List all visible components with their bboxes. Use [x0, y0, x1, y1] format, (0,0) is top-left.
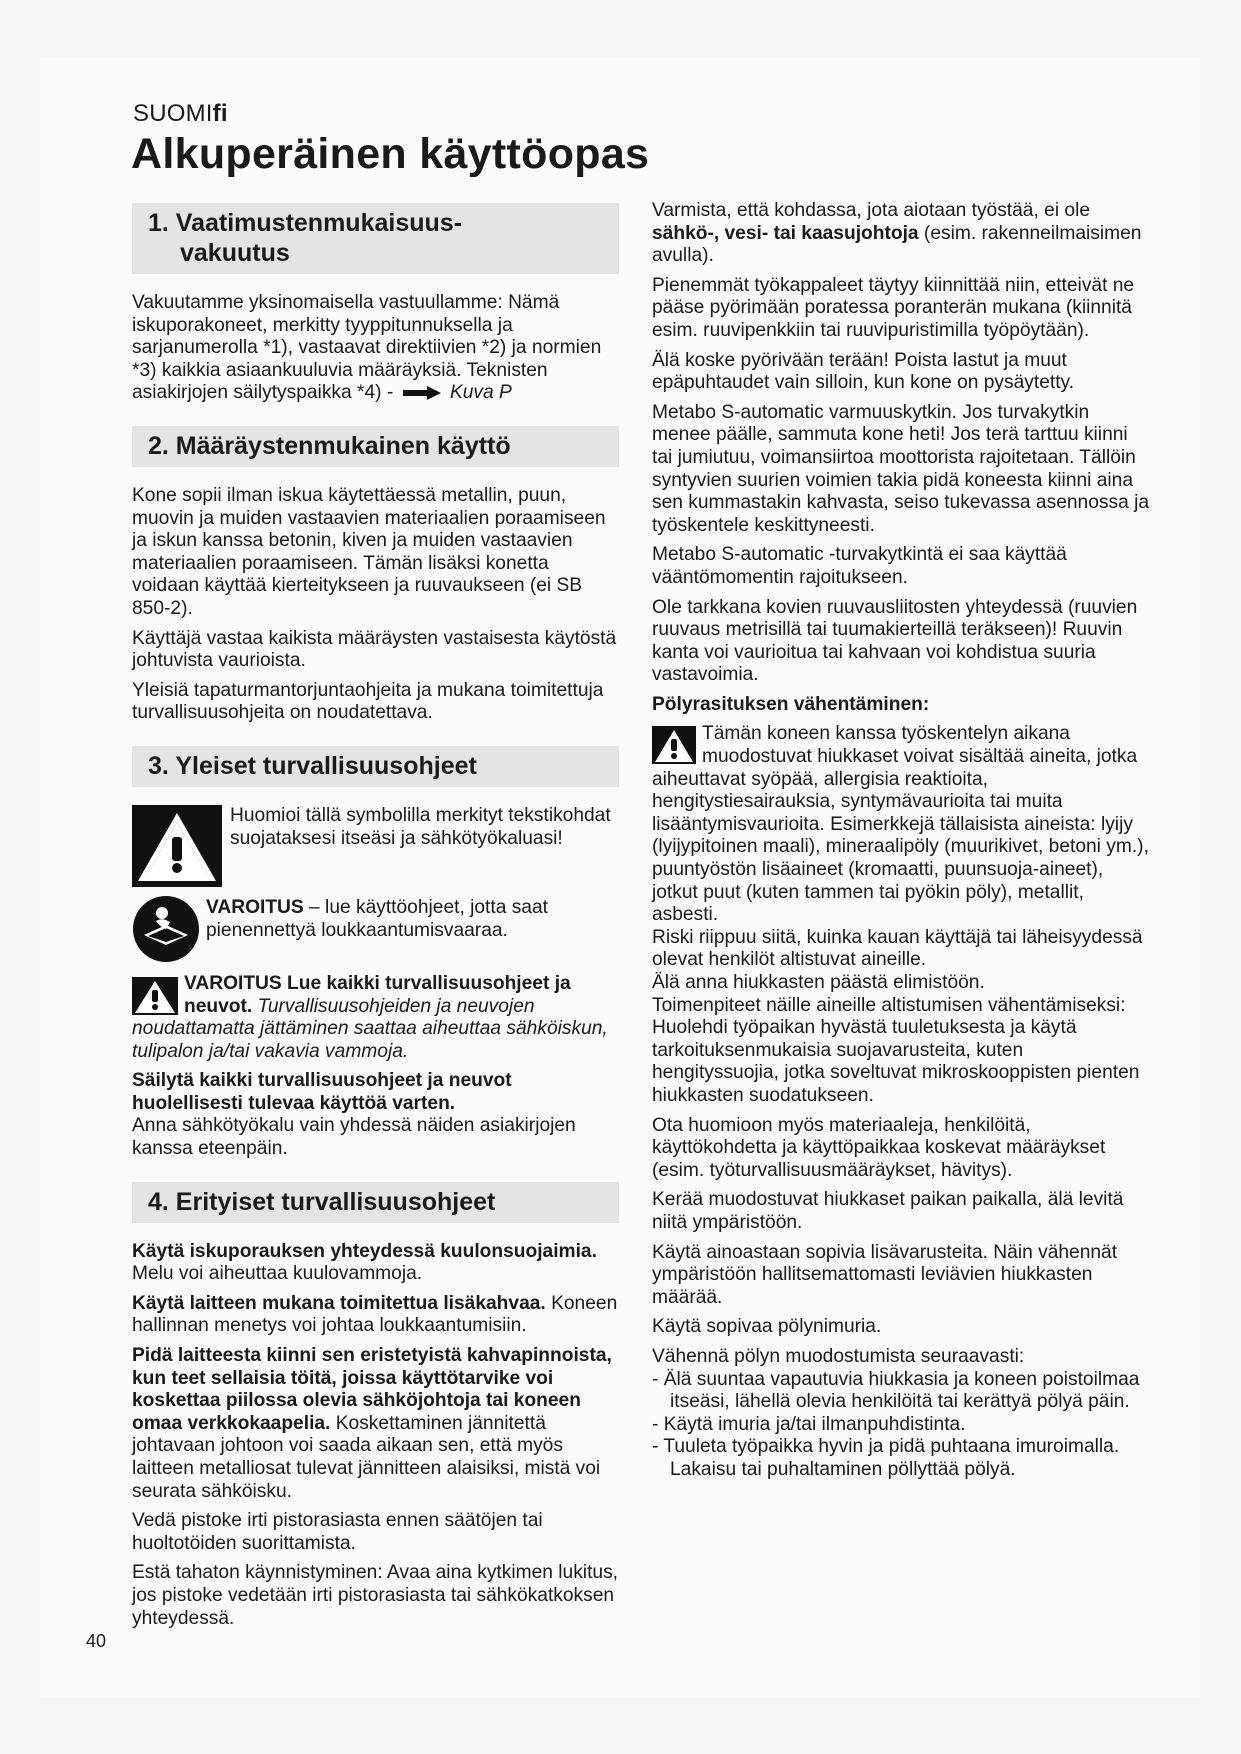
language-name: SUOMI [133, 100, 213, 127]
section-3-heading: 3. Yleiset turvallisuusohjeet [132, 746, 619, 787]
dust-body-text: Älä anna hiukkasten päästä elimistöön. [652, 972, 985, 993]
list-item: - Käytä imuria ja/tai ilmanpuhdistinta. [652, 1413, 966, 1435]
declaration-paragraph [132, 292, 619, 405]
hidden-lines-bold: sähkö-, vesi- tai kaasujohtoja [652, 222, 919, 244]
list-item: - Tuuleta työpaikka hyvin ja pidä puhtaana imuroimalla. Lakaisu tai puhaltaminen pöllyttää pölyä. [652, 1436, 1120, 1480]
read-manual-note [132, 897, 619, 963]
reduce-dust-list [652, 1369, 1152, 1482]
language-code: fi [212, 100, 228, 127]
general-warning-italic: Turvallisuusohjeiden ja neuvojen noudattamatta jättäminen saattaa aiheuttaa sähköiskun, tulipalon ja/tai vakavia vammoja. [132, 995, 608, 1062]
unplug-paragraph: Vedä pistoke irti pistorasiasta ennen säätöjen tai huoltotöiden suorittamista. [132, 1510, 543, 1554]
read-manual-icon [132, 895, 200, 963]
reduce-dust-paragraph: Vähennä pölyn muodostumista seuraavasti: [652, 1345, 1025, 1367]
dust-risk-text: Riski riippuu siitä, kuinka kauan käyttäjä tai läheisyydessä olevat henkilöt altistuvat aineille. [652, 926, 1143, 971]
document-title: Alkuperäinen käyttöopas [131, 130, 650, 178]
keep-instructions-bold: Säilytä kaikki turvallisuusohjeet ja neuvot huolellisesti tulevaa käyttöä varten. [132, 1070, 512, 1114]
liability-paragraph: Käyttäjä vastaa kaikista määräysten vastaisesta käytöstä johtuvista vaurioista. [132, 627, 617, 672]
dust-measures-text: Toimenpiteet näille aineille altistumisen vähentämiseksi: Huolehdi työpaikan hyvästä tuuletuksesta ja käytä tarkoituksenmukaisia suojavarusteita, kuten hengityssuojia, jotka soveltuvat mikroskooppisten pienten hiukkasten suodatukseen. [652, 994, 1140, 1106]
vacuum-paragraph: Käytä sopivaa pölynimuria. [652, 1316, 882, 1338]
page-number: 40 [86, 1631, 107, 1651]
figure-reference: Kuva P [449, 382, 512, 404]
aux-handle-bold: Käytä laitteen mukana toimitettua lisäkahvaa. [132, 1292, 546, 1314]
list-item: - Älä suuntaa vapautuvia hiukkasia ja koneen poistoilmaa itseäsi, lähellä olevia henkilöitä tai kerättyä pölyä päin. [652, 1368, 1140, 1413]
warning-label: VAROITUS [206, 896, 304, 918]
dust-hazard-text: Tämän koneen kanssa työskentelyn aikana muodostuvat hiukkaset voivat sisältää aineita, jotka aiheuttavat syöpää, allergisia reaktioita, hengitystiesairauksia, syntymävaurioita tai muita lisääntymisvaurioita. Esimerkkejä tällaisista aineista: lyijy (lyijypitoinen maali), mineraalipöly (muurikivet, betoni ym.), puuntyöstön lisäaineet (kromaatti, puunsuoja-aineet), jotkut puut (kuten tammen tai pyökin pöly), metallit, asbesti. [652, 723, 1149, 926]
hard-screw-paragraph: Ole tarkkana kovien ruuvausliitosten yhteydessä (ruuvien ruuvaus metrisillä tai tuumakierteillä teräkseen)! Ruuvin kanta voi vaurioitua tai kahvaan voi kohdistua suuria vastavoimia. [652, 596, 1138, 686]
section-1-heading [132, 203, 619, 274]
warning-triangle-small-icon [132, 977, 178, 1015]
insulated-grip-paragraph [132, 1345, 619, 1503]
section-1-heading-line1: 1. Vaatimustenmukaisuus- [148, 209, 463, 237]
section-2-heading: 2. Määräystenmukainen käyttö [132, 426, 619, 467]
language-label [133, 100, 228, 128]
insulated-grip-text: Koskettaminen jännitettä johtavaan johtoon voi saada aikaan sen, että myös laitteen metalliosat tulevat jännitteen alaisiksi, mistä voi seurata sähköisku. [132, 1412, 601, 1502]
rotating-bit-paragraph: Älä koske pyörivään terään! Poista lastut ja muut epäpuhtaudet vain silloin, kun kone on pysäytetty. [652, 349, 1075, 394]
s-automatic-torque-paragraph: Metabo S-automatic -turvakytkintä ei saa käyttää vääntömomentin rajoitukseen. [652, 544, 1067, 588]
insulated-grip-bold: Pidä laitteesta kiinni sen eristetyistä kahvapinnoista, kun teet sellaisia töitä, joissa käyttötarvike voi koskettaa piilossa olevia sähköjohtoja tai koneen omaa verkkokaapelia. [132, 1345, 612, 1434]
symbol-note [132, 805, 619, 887]
hidden-lines-paragraph [652, 200, 1152, 268]
hearing-protection-paragraph [132, 1241, 619, 1286]
declaration-text: Vakuutamme yksinomaisella vastuullamme: Nämä iskuporakoneet, merkitty tyyppitunnuksella ja sarjanumerolla *1), vastaavat direktiivien *2) ja normien *3) kaikkia asiaankuuluvia määräyksiä. Teknisten asiakirjojen säilytyspaikka *4) - [132, 292, 602, 404]
hearing-protection-bold: Käytä iskuporauksen yhteydessä kuulonsuojaimia. [132, 1240, 597, 1262]
dust-block [652, 723, 1152, 1107]
hidden-lines-text-b: (esim. rakenneilmaisimen avulla). [652, 222, 1142, 267]
aux-handle-paragraph [132, 1293, 619, 1338]
collect-particles-paragraph: Kerää muodostuvat hiukkaset paikan paikalla, älä levitä niitä ympäristöön. [652, 1189, 1124, 1233]
workpiece-clamp-paragraph: Pienemmät työkappaleet täytyy kiinnittää niin, etteivät ne pääse pyörimään poratessa poranterän mukana (kiinnitä esim. ruuvipenkkiin tai ruuvipuristimilla työpöytään). [652, 274, 1135, 341]
hidden-lines-text-a: Varmista, että kohdassa, jota aiotaan työstää, ei ole [652, 200, 1091, 221]
section-1-heading-line2: vakuutus [180, 239, 290, 267]
general-warning-bold: VAROITUS Lue kaikki turvallisuusohjeet ja neuvot. [184, 972, 571, 1017]
arrow-right-icon [401, 385, 443, 401]
general-warning-paragraph [132, 973, 619, 1063]
section-4-heading: 4. Erityiset turvallisuusohjeet [132, 1182, 619, 1223]
left-column [132, 203, 619, 1637]
warning-triangle-dust-icon [652, 726, 696, 764]
s-automatic-paragraph: Metabo S-automatic varmuuskytkin. Jos turvakytkin menee päälle, sammuta kone heti! Jos terä tarttuu kiinni tai jumiutuu, voimansiirtoa moottorista rajoitetaan. Tällöin syntyvien suurien voimien takia pidä koneesta kiinni aina sen kummastakin kahvasta, seiso tukevassa asennossa ja työskentele keskittyneesti. [652, 401, 1150, 536]
regulations-paragraph: Ota huomioon myös materiaaleja, henkilöitä, käyttökohdetta ja käyttöpaikkaa koskevat määräykset (esim. työturvallisuusmääräykset, hävitys). [652, 1114, 1106, 1181]
symbol-note-text: Huomioi tällä symbolilla merkityt tekstikohdat suojataksesi itseäsi ja sähkötyökaluasi! [230, 804, 611, 849]
intended-use-paragraph: Kone sopii ilman iskua käytettäessä metallin, puun, muovin ja muiden vastaavien materiaalien poraamiseen ja iskun kanssa betonin, kiven ja muiden vastaavien materiaalien poraamiseen. Tämän lisäksi konetta voidaan käyttää kierteitykseen ja ruuvaukseen (ei SB 850-2). [132, 484, 606, 619]
read-manual-text: – lue käyttöohjeet, jotta saat pienennettyä loukkaantumisvaaraa. [206, 896, 548, 941]
warning-triangle-icon [132, 805, 222, 887]
accident-prevention-paragraph: Yleisiä tapaturmantorjuntaohjeita ja mukana toimitettuja turvallisuusohjeita on noudatettava. [132, 679, 604, 724]
right-column [652, 200, 1152, 1481]
dust-heading: Pölyrasituksen vähentäminen: [652, 693, 930, 715]
hearing-protection-text: Melu voi aiheuttaa kuulovammoja. [132, 1263, 423, 1285]
aux-handle-text: Koneen hallinnan menetys voi johtaa loukkaantumisiin. [132, 1292, 618, 1337]
keep-instructions-paragraph [132, 1070, 619, 1160]
keep-instructions-text: Anna sähkötyökalu vain yhdessä näiden asiakirjojen kanssa eteenpäin. [132, 1115, 576, 1160]
unintended-start-paragraph: Estä tahaton käynnistyminen: Avaa aina kytkimen lukitus, jos pistoke vedetään irti pistorasiasta tai sähkökatkoksen yhteydessä. [132, 1562, 618, 1629]
accessories-paragraph: Käytä ainoastaan sopivia lisävarusteita. Näin vähennät ympäristöön hallitsemattomasti leviävien hiukkasten määrää. [652, 1241, 1118, 1308]
